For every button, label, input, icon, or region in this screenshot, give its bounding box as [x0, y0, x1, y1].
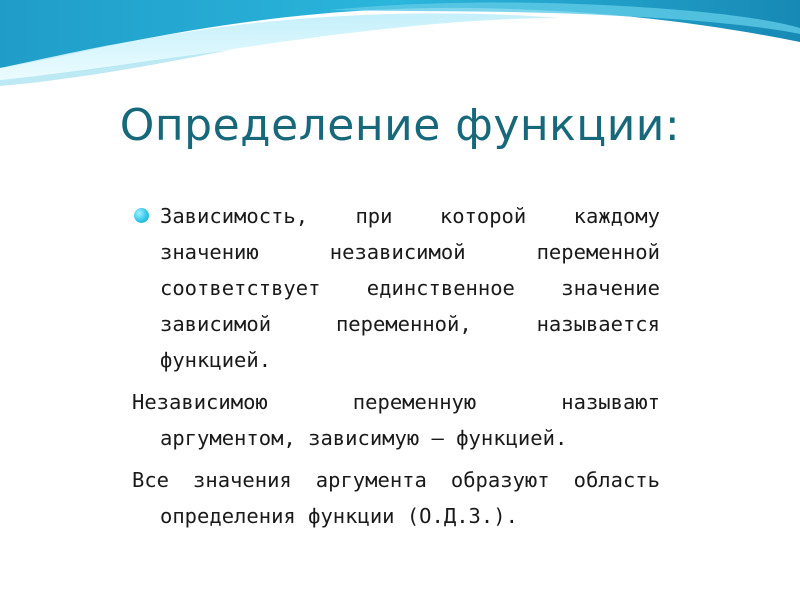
domain-text: Все значения аргумента образуют область определения функции (О.Д.З.).: [132, 468, 660, 528]
argument-text: Независимою переменную называют аргументом, зависимую – функцией.: [132, 390, 660, 450]
definition-paragraph: [132, 198, 660, 378]
argument-paragraph: [132, 384, 660, 456]
domain-paragraph: [132, 462, 660, 534]
definition-text: Зависимость, при которой каждому значению независимой переменной соответствует единственное значение зависимой переменной, называется функцией.: [160, 204, 660, 372]
slide-body: [132, 198, 660, 540]
bullet-icon: [134, 208, 149, 223]
wave-decoration: [0, 0, 800, 90]
slide-title: Определение функции:: [119, 100, 681, 151]
